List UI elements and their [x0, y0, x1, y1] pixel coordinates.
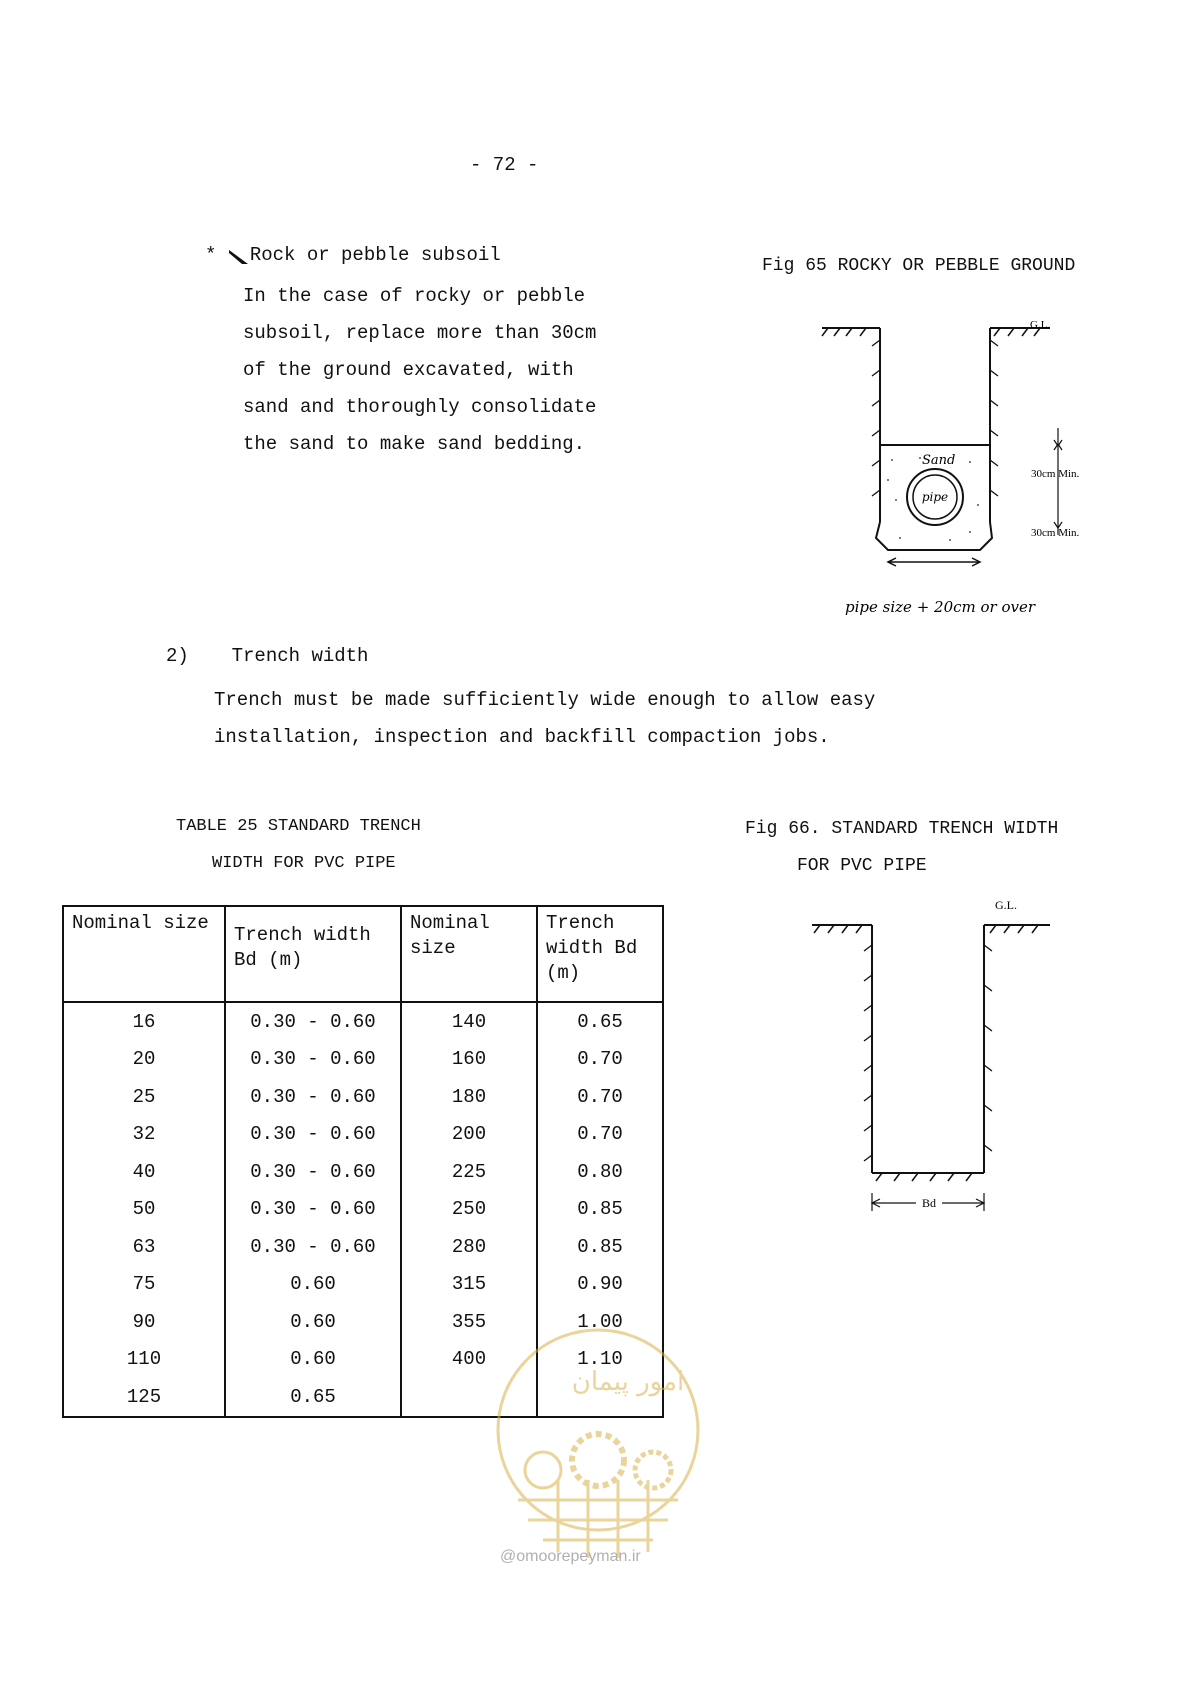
body-line: the sand to make sand bedding. — [243, 433, 586, 455]
header-nominal-size: Nominal size — [401, 906, 537, 1002]
body-line: installation, inspection and backfill compaction jobs. — [214, 726, 830, 748]
ground-hatch-left — [822, 328, 866, 336]
fig66-caption — [745, 811, 1058, 885]
bottom-cover-label: 30cm Min. — [1031, 527, 1080, 539]
asterisk-marker: * — [205, 244, 217, 266]
section-number: 2) — [166, 645, 189, 667]
body-line: subsoil, replace more than 30cm — [243, 322, 597, 344]
table-row: 63 0.30 - 0.60 280 0.85 — [63, 1228, 663, 1266]
table-row: 16 0.30 - 0.60 140 0.65 — [63, 1002, 663, 1041]
watermark-logo-text: امور پیمان — [571, 1367, 685, 1397]
table-row: 25 0.30 - 0.60 180 0.70 — [63, 1078, 663, 1116]
fig66-caption-line: Fig 66. STANDARD TRENCH WIDTH — [745, 819, 1059, 839]
table-caption-line: WIDTH FOR PVC PIPE — [212, 854, 396, 873]
table-caption-line: TABLE 25 STANDARD TRENCH — [176, 817, 421, 836]
width-label: pipe size + 20cm or over — [845, 598, 1036, 616]
table-row: 50 0.30 - 0.60 250 0.85 — [63, 1191, 663, 1229]
sand-bottom-outline — [876, 522, 992, 550]
body-line: In the case of rocky or pebble — [243, 285, 586, 307]
fig66-diagram — [800, 895, 1070, 1235]
header-trench-width: Trench width Bd (m) — [225, 906, 401, 1002]
gl-label: G.L. — [1030, 319, 1051, 331]
header-nominal-size: Nominal size — [63, 906, 225, 1002]
body-line: of the ground excavated, with — [243, 359, 574, 381]
pen-mark-icon — [228, 248, 250, 262]
body-line: Trench must be made sufficiently wide enough to allow easy — [214, 689, 876, 711]
trench-width-heading — [166, 645, 368, 667]
watermark-text: @omoorepeyman.ir — [500, 1548, 641, 1565]
gl-label: G.L. — [995, 898, 1017, 912]
fig65-diagram — [800, 300, 1100, 620]
section-rock-heading — [205, 244, 501, 266]
section-rock-title: Rock or pebble subsoil — [249, 244, 501, 266]
header-trench-width: Trench width Bd (m) — [537, 906, 663, 1002]
trench-width-body — [214, 682, 875, 756]
table-row: 20 0.30 - 0.60 160 0.70 — [63, 1041, 663, 1079]
fig65-caption: Fig 65 ROCKY OR PEBBLE GROUND — [762, 256, 1076, 276]
sand-label: Sand — [922, 453, 956, 468]
table-header-row — [63, 906, 663, 1002]
table25-caption — [176, 808, 421, 882]
table-row: 125 0.65 — [63, 1378, 663, 1417]
section-trench-title: Trench width — [231, 645, 369, 667]
table-row: 75 0.60 315 0.90 — [63, 1266, 663, 1304]
body-line: sand and thoroughly consolidate — [243, 396, 597, 418]
section-rock-body — [243, 278, 596, 463]
table-row: 90 0.60 355 1.00 — [63, 1303, 663, 1341]
top-cover-label: 30cm Min. — [1031, 468, 1080, 480]
bd-label: Bd — [921, 1196, 937, 1210]
table-row: 40 0.30 - 0.60 225 0.80 — [63, 1153, 663, 1191]
pipe-label: pipe — [921, 490, 949, 504]
page-number: - 72 - — [470, 154, 539, 176]
fig66-caption-line: FOR PVC PIPE — [797, 856, 927, 876]
table-row: 110 0.60 400 1.10 — [63, 1341, 663, 1379]
table-row: 32 0.30 - 0.60 200 0.70 — [63, 1116, 663, 1154]
